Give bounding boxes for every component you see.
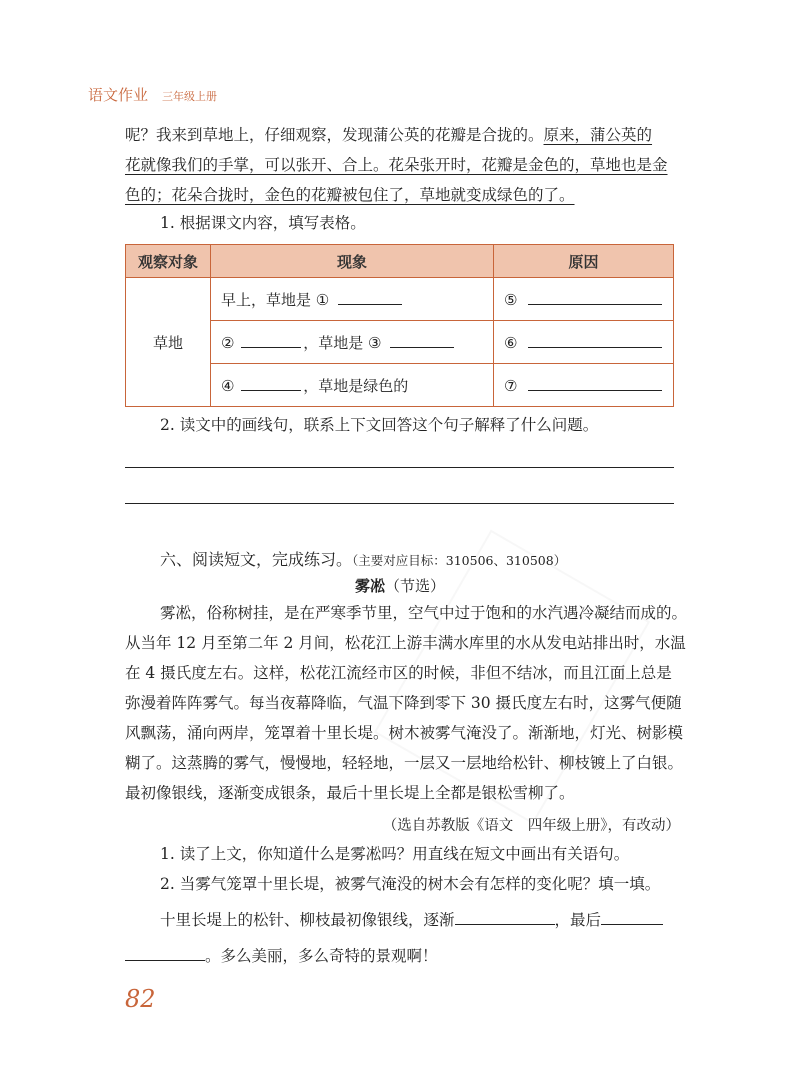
fill-blank[interactable] [528,376,662,391]
fill-blank[interactable] [125,946,205,961]
article-line: 雾凇，俗称树挂，是在严寒季节里，空气中过于饱和的水汽遇冷凝结而成的。 [160,604,688,622]
table-cell [494,321,674,364]
question-2: 2. 读文中的画线句，联系上下文回答这个句子解释了什么问题。 [160,416,599,434]
article-title [0,575,800,596]
cell-number: ② [221,333,235,352]
question-1: 1. 根据课文内容，填写表格。 [160,214,366,232]
passage-text: 呢？我来到草地上，仔细观察，发现蒲公英的花瓣是合拢的。 [125,126,544,144]
fill-blank[interactable] [241,333,301,348]
section-goal: （主要对应目标：310506、310508） [352,553,567,568]
passage-line-3: 色的；花朵合拢时，金色的花瓣被包住了，草地就变成绿色的了。 [125,186,575,204]
fill-text: ，最后 [554,911,602,929]
cell-number: ⑥ [504,333,518,352]
article-title-text: 雾凇 [354,577,385,595]
page-header [88,84,217,105]
section-title [160,547,566,570]
cell-number: ④ [221,376,235,395]
section6-question-2: 2. 当雾气笼罩十里长堤，被雾气淹没的树木会有怎样的变化呢？填一填。 [160,875,661,893]
table-cell [494,364,674,407]
fill-sentence-line-2 [125,946,438,966]
table-object-cell: 草地 [126,278,211,407]
fill-text: 十里长堤上的松针、柳枝最初像银线，逐渐 [160,911,455,929]
section-heading: 六、阅读短文，完成练习。 [160,550,353,569]
fill-blank[interactable] [241,376,301,391]
book-grade: 三年级上册 [162,90,218,103]
article-line: 从当年 12 月至第二年 2 月间，松花江上游丰满水库里的水从发电站排出时，水温 [125,634,686,652]
fill-blank[interactable] [528,290,662,305]
table-header: 观察对象 [126,245,211,278]
fill-blank[interactable] [455,910,555,925]
section6-question-1: 1. 读了上文，你知道什么是雾凇吗？用直线在短文中画出有关语句。 [160,845,630,863]
cell-text: 早上，草地是 ① [221,290,330,309]
table-cell [211,364,494,407]
fill-blank[interactable] [390,333,454,348]
article-line: 最初像银线，逐渐变成银条，最后十里长堤上全都是银松雪柳了。 [125,784,575,802]
book-brand: 语文作业 [88,86,149,104]
article-line: 风飘荡，涌向两岸，笼罩着十里长堤。树木被雾气淹没了。渐渐地，灯光、树影模 [125,724,684,742]
page-number: 82 [125,985,156,1013]
article-line: 弥漫着阵阵雾气。每当夜幕降临，气温下降到零下 30 摄氏度左右时，这雾气便随 [125,694,682,712]
answer-line[interactable] [125,467,674,468]
article-source: （选自苏教版《语文 四年级上册》，有改动） [382,818,680,834]
fill-blank[interactable] [338,290,402,305]
fill-blank[interactable] [601,910,663,925]
fill-text: 。多么美丽，多么奇特的景观啊！ [205,947,438,965]
table-header: 现象 [211,245,494,278]
article-line: 糊了。这蒸腾的雾气，慢慢地，轻轻地，一层又一层地给松针、柳枝镀上了白银。 [125,754,684,772]
table-header: 原因 [494,245,674,278]
underlined-sentence: 原来，蒲公英的 [543,126,653,144]
cell-text: ，草地是 ③ [303,333,382,352]
table-cell [211,321,494,364]
table-cell [494,278,674,321]
answer-line[interactable] [125,503,674,504]
cell-text: ，草地是绿色的 [303,376,409,395]
passage-line-2: 花就像我们的手掌，可以张开、合上。花朵张开时，花瓣是金色的，草地也是金 [125,156,668,174]
passage-line-1 [125,125,652,145]
article-line: 在 4 摄氏度左右。这样，松花江流经市区的时候，非但不结冰，而且江面上总是 [125,664,672,682]
table-cell [211,278,494,321]
article-note: （节选） [385,577,446,595]
fill-sentence-line-1 [160,910,663,930]
observation-table [125,244,674,407]
cell-number: ⑤ [504,290,518,309]
fill-blank[interactable] [528,333,662,348]
cell-number: ⑦ [504,376,518,395]
